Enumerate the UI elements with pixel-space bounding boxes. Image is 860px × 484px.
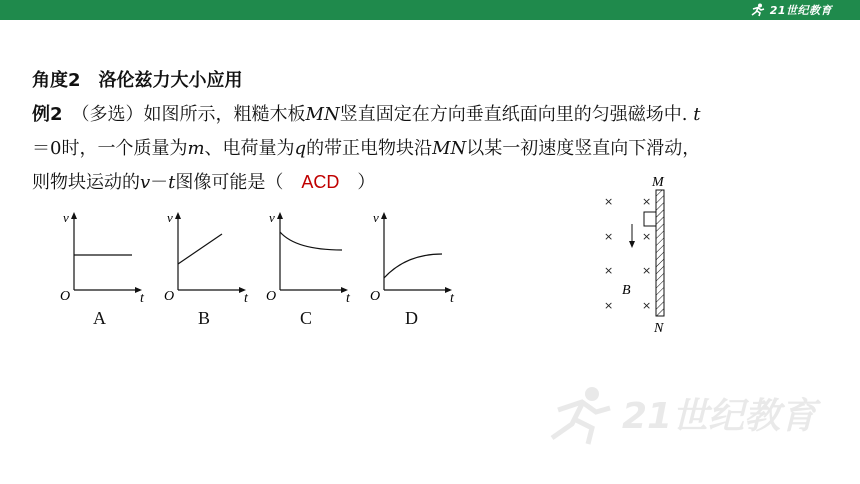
field-cross: × [642,195,652,208]
graph-c-label: C [300,308,313,328]
q2-q: q [294,138,307,159]
axis-t-label: t [244,291,248,306]
q2-m: m [187,138,205,159]
origin-label: O [370,289,381,304]
graph-d-label: D [405,308,418,328]
board-mn [656,190,664,316]
q3-text-a: 则物块运动的 [32,172,140,193]
q3-dash: － [150,172,169,193]
axis-t-label: t [140,291,144,306]
label-n: N [654,321,664,336]
q2-mn: MN [432,138,467,159]
q1-mn: MN [305,104,340,125]
label-m: M [652,175,664,190]
board-diagram [590,170,700,338]
logo-text: 21世纪教育 [769,4,832,17]
field-cross: × [604,264,614,277]
runner-icon [552,387,610,444]
watermark-logo [540,380,830,460]
graph-d [366,208,476,318]
label-b: B [622,283,631,298]
field-cross: × [604,230,614,243]
top-banner [0,0,860,20]
watermark-text: 21世纪教育 [622,396,817,437]
curve-decreasing [280,232,342,250]
question-line-3 [32,168,375,194]
answer-text: ACD [301,172,340,192]
question-line-1 [32,100,700,126]
velocity-arrow-icon [629,241,635,248]
origin-label: O [266,289,277,304]
field-cross: × [604,299,614,312]
q3-v: v [140,172,151,193]
origin-label: O [164,289,175,304]
curve-linear [178,234,222,264]
q3-text-c: ） [357,172,376,193]
field-cross: × [642,264,652,277]
site-logo [750,2,832,18]
graph-a [56,208,166,318]
axis-v-label: v [167,210,173,225]
question-line-2 [32,134,700,160]
q2-text-d: 以某一初速度竖直向下滑动， [466,138,701,159]
axis-t-label: t [346,291,350,306]
q1-text-b: 竖直固定在方向垂直纸面向里的匀强磁场中. [339,104,688,125]
block [644,212,656,226]
graph-b-label: B [198,308,211,328]
field-cross: × [642,299,652,312]
origin-label: O [60,289,71,304]
curve-increasing [384,254,442,278]
q2-text-c: 的带正电物块沿 [306,138,433,159]
axis-v-label: v [373,210,379,225]
q1-text-a: （多选）如图所示，粗糙木板 [80,104,306,125]
graph-c [262,208,372,318]
runner-icon [750,3,766,17]
axis-v-label: v [63,210,69,225]
axis-v-label: v [269,210,275,225]
graph-b [160,208,270,318]
q2-text-a: ＝0时，一个质量为 [32,138,188,159]
q3-text-b: 图像可能是（ [175,172,284,193]
q3-t: t [168,172,176,193]
example-label: 例2 [32,104,63,125]
q2-text-b: 、电荷量为 [204,138,295,159]
field-cross: × [604,195,614,208]
section-heading: 角度2 洛伦兹力大小应用 [32,70,243,91]
field-cross: × [642,230,652,243]
graph-a-label: A [93,308,106,328]
axis-t-label: t [450,291,454,306]
q1-t: t [693,104,701,125]
